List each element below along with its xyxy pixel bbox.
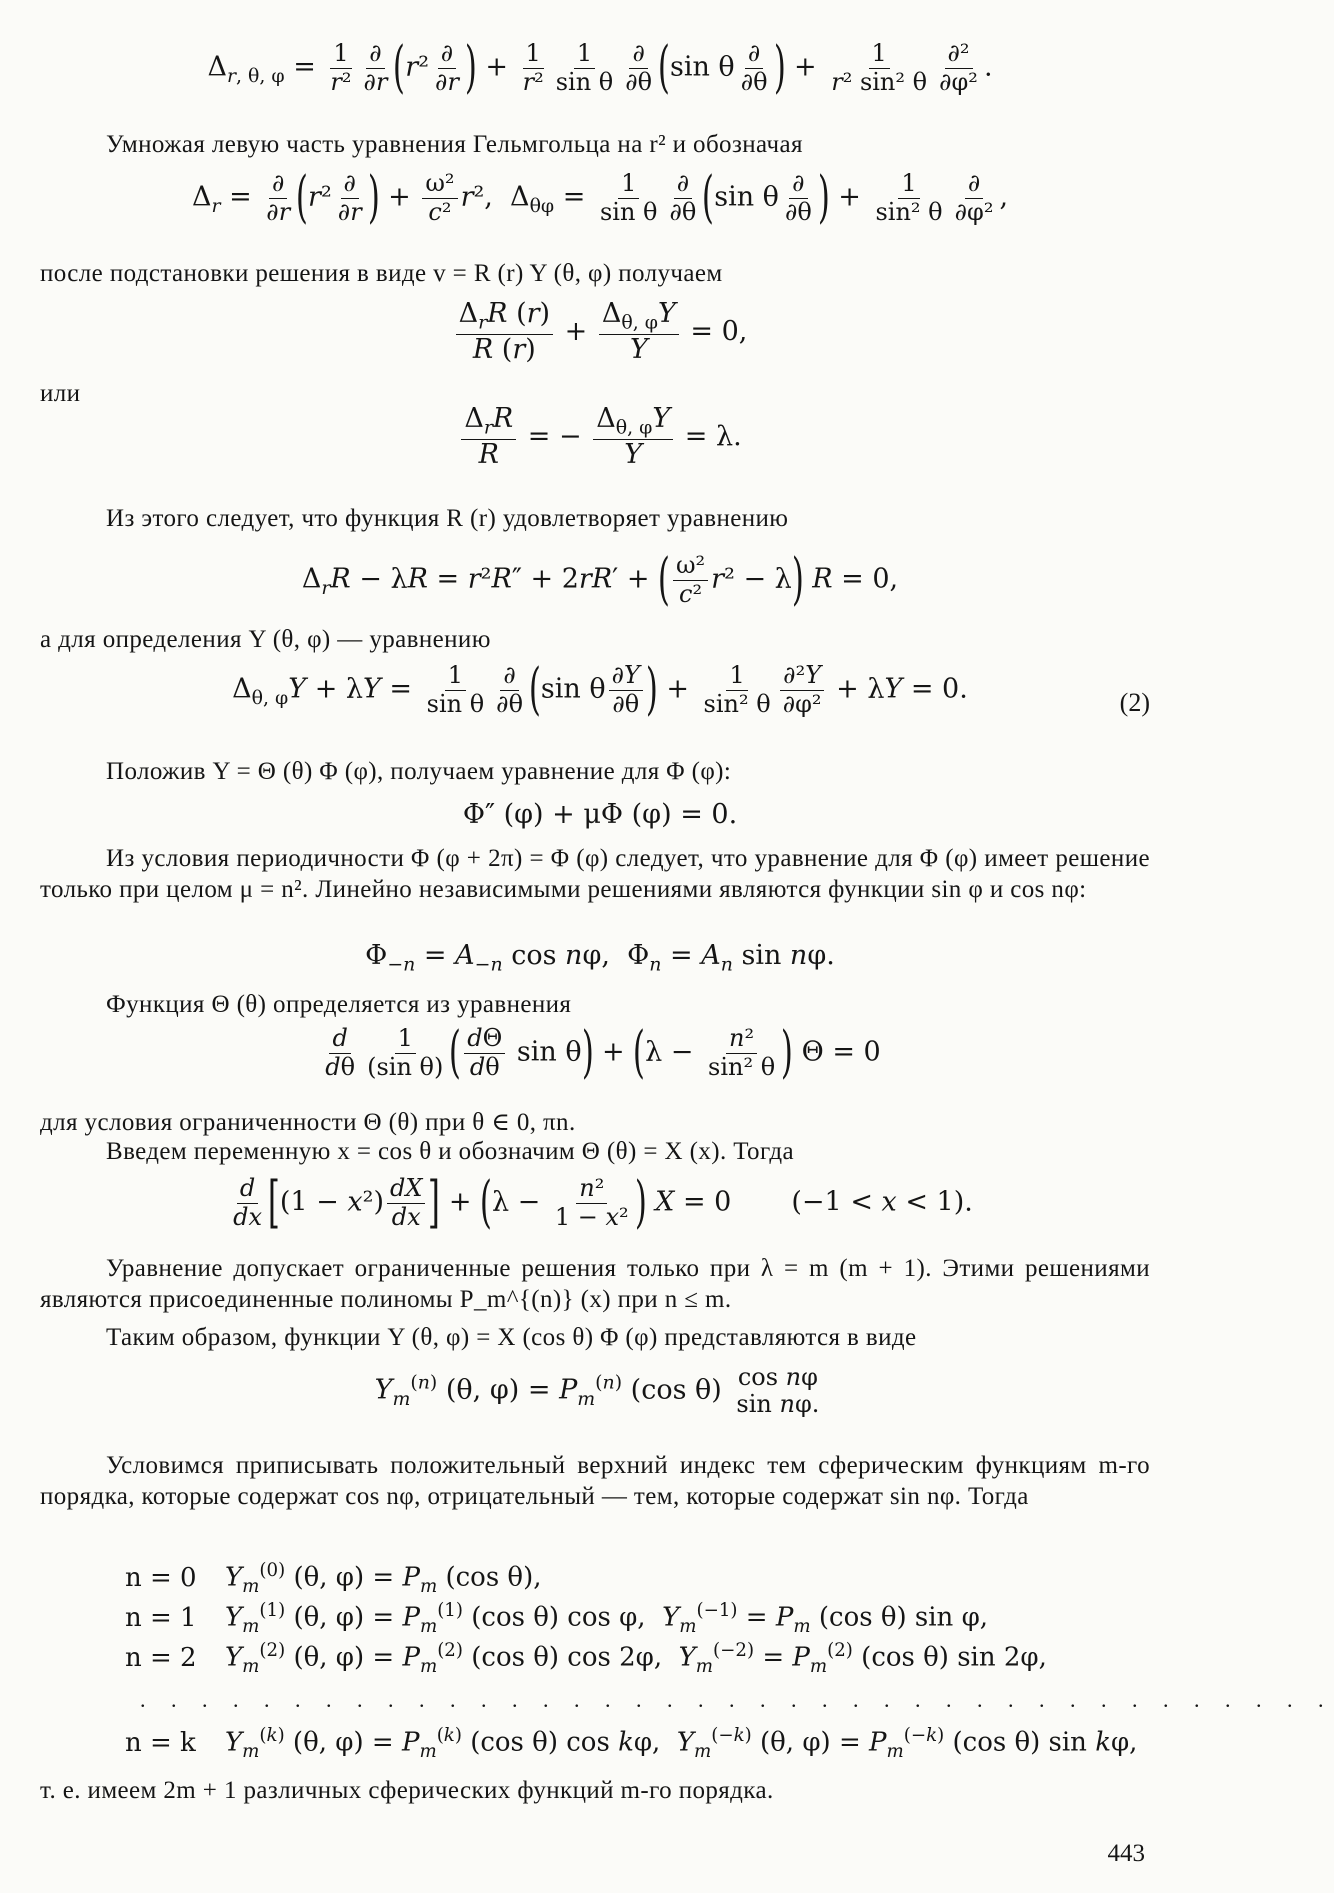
equation-delta-r: $\Delta_r$ = $\frac{\partial}{\partial r}$ (r² $\frac{\partial}{\partial r}$ ) + $\frac{\text{ω²}}{\text{c²}}$ r², $\Delta_{\theta\varphi}$ = $\frac{1}{\text{sin θ}}$ $\frac{\partial}{\partial\theta}$ (sin θ $\frac{\partial}{\partial\theta}$ ) + $\frac{1}{\text{sin² θ}}$ $\frac{\partial}{\text{∂φ²}}$ , [191,165,1009,230]
paragraph-y-equation: а для определения Y (θ, φ) — уравнению [40,626,491,653]
equation-laplacian: $\Delta_{r, \theta, \varphi}$ = $\frac{1}{\text{r²}}$ $\frac{\partial}{\partial r}$ (r² $\frac{\partial}{\partial r}$ ) + $\frac{1}{\text{r²}}$ $\frac{1}{\text{sin θ}}$ $\frac{\partial}{\partial\theta}$ (sin θ $\frac{\partial}{\partial\theta}$ ) + $\frac{1}{\text{r² sin² θ}}$ $\frac{\text{∂²}}{\text{∂φ²}}$ . [207,35,993,100]
paragraph-helmholtz: Умножая левую часть уравнения Гельмгольца на r² и обозначая [106,131,803,158]
paragraph-conclusion: т. е. имеем 2m + 1 различных сферических функций m-го порядка. [40,1777,774,1804]
equation-number: (2) [1119,688,1150,717]
paragraph-phi: Положив Y = Θ (θ) Φ (φ), получаем уравнение для Φ (φ): [106,758,732,785]
paragraph-polynomials: Уравнение допускает ограниченные решения только при λ = m (m + 1). Этими решениями являются присоединенные полиномы P_m^{(n)} (x) при n ≤ m. [40,1255,1150,1313]
paragraph-variable: Введем переменную x = cos θ и обозначим Θ (θ) = X (x). Тогда [106,1138,794,1165]
paragraph-convention: Условимся приписывать положительный верхний индекс тем сферическим функциям m-го порядка, которые содержат cos nφ, отрицательный — тем, которые содержат sin nφ. Тогда [40,1452,1150,1510]
equation-radial: $\Delta_rR - \lambda R = r^2R'' + 2rR'$ + ( $\frac{\text{ω²}}{\text{c²}}$ r² − λ) R = 0, [301,547,899,612]
equation-phi: Φ″ (φ) + μΦ (φ) = 0. [462,799,738,830]
equation-phi-solutions: $\Phi_{-n} = A_{-n}$ cos nφ, $\Phi_n = A_n$ sin nφ. [365,940,835,976]
paragraph-theta: Функция Θ (θ) определяется из уравнения [106,991,572,1018]
paragraph-bounded: для условия ограниченности Θ (θ) при θ ∈ 0, πn. [40,1109,576,1136]
paragraph-functions: Таким образом, функции Y (θ, φ) = X (cos θ) Φ (φ) представляются в виде [106,1324,917,1351]
page-number: 443 [1107,1840,1145,1867]
equation-lambda: $\frac{\Delta_rR}{R}$ = − $\frac{\Delta_{\theta, \varphi}Y}{Y}$ = λ. [0,405,1200,470]
paragraph-substitution: после подстановки решения в виде v = R (r) Y (θ, φ) получаем [40,260,723,287]
equation-theta: $\frac{d}{d\theta}$ $\frac{1}{\text{(sin θ)}}$ ( $\frac{d\Theta}{d\theta}$ sin θ) + (λ − $\frac{\text{n²}}{\text{sin² θ}}$ ) Θ = 0 [325,1020,881,1085]
equation-sum-zero: $\frac{\Delta_rR (r)}{R (r)}$ + $\frac{\Delta_{\theta, \varphi}Y}{Y}$ = 0, [0,300,1200,365]
list-row: n = k $Y_m^{(k)}$ (θ, $\varphi) = P_m^{(k)}$ (cos θ) cos kφ, $Y_m^{(-k)}$ (θ, $\varphi) = P_m^{(-k)}$ (cos θ) sin kφ, [125,1725,1138,1762]
equation-angular: $\Delta_{\theta, \varphi}Y + \lambda Y$ = $\frac{1}{\text{sin θ}}$ $\frac{\partial}{\partial\theta}$ (sin θ $\frac{\partial Y}{\partial\theta}$ ) + $\frac{1}{\text{sin² θ}}$ $\frac{\text{∂²Y}}{\text{∂φ²}}$ + λY = 0. [232,657,968,722]
list-row: n = 0 $Y_m^{(0)}$ (θ, $\varphi) = P_m$ (cos θ), [125,1560,542,1597]
equation-legendre: $\frac{d}{dx}$ [(1 − x²) $\frac{dX}{dx}$ ] + (λ − $\frac{\text{n²}}{\text{1 − x²}}$ ) X = 0 (−1 < x < 1). [233,1170,973,1235]
list-ellipsis: . . . . . . . . . . . . . . . . . . . . . . . . . . . . . . . . . . . . . . . [140,1687,1334,1712]
paragraph-r-equation: Из этого следует, что функция R (r) удовлетворяет уравнению [106,505,789,532]
list-row: n = 2 $Y_m^{(2)}$ (θ, $\varphi) = P_m^{(2)}$ (cos θ) cos 2φ, $Y_m^{(-2)} = P_m^{(2)}$ (cos θ) sin 2φ, [125,1640,1047,1677]
paragraph-periodicity: Из условия периодичности Φ (φ + 2π) = Φ (φ) следует, что уравнение для Φ (φ) имеет решение только при целом μ = n². Линейно независимыми решениями являются функции sin φ и cos nφ: [40,845,1150,903]
list-row: n = 1 $Y_m^{(1)}$ (θ, $\varphi) = P_m^{(1)}$ (cos θ) cos φ, $Y_m^{(-1)} = P_m$ (cos θ) sin φ, [125,1600,989,1637]
word-or: или [40,380,81,407]
equation-y: $Y_m^{(n)}$ (θ, $\varphi) = P_m^{(n)}$ (cos θ) cos nφ sin nφ. [374,1363,820,1419]
